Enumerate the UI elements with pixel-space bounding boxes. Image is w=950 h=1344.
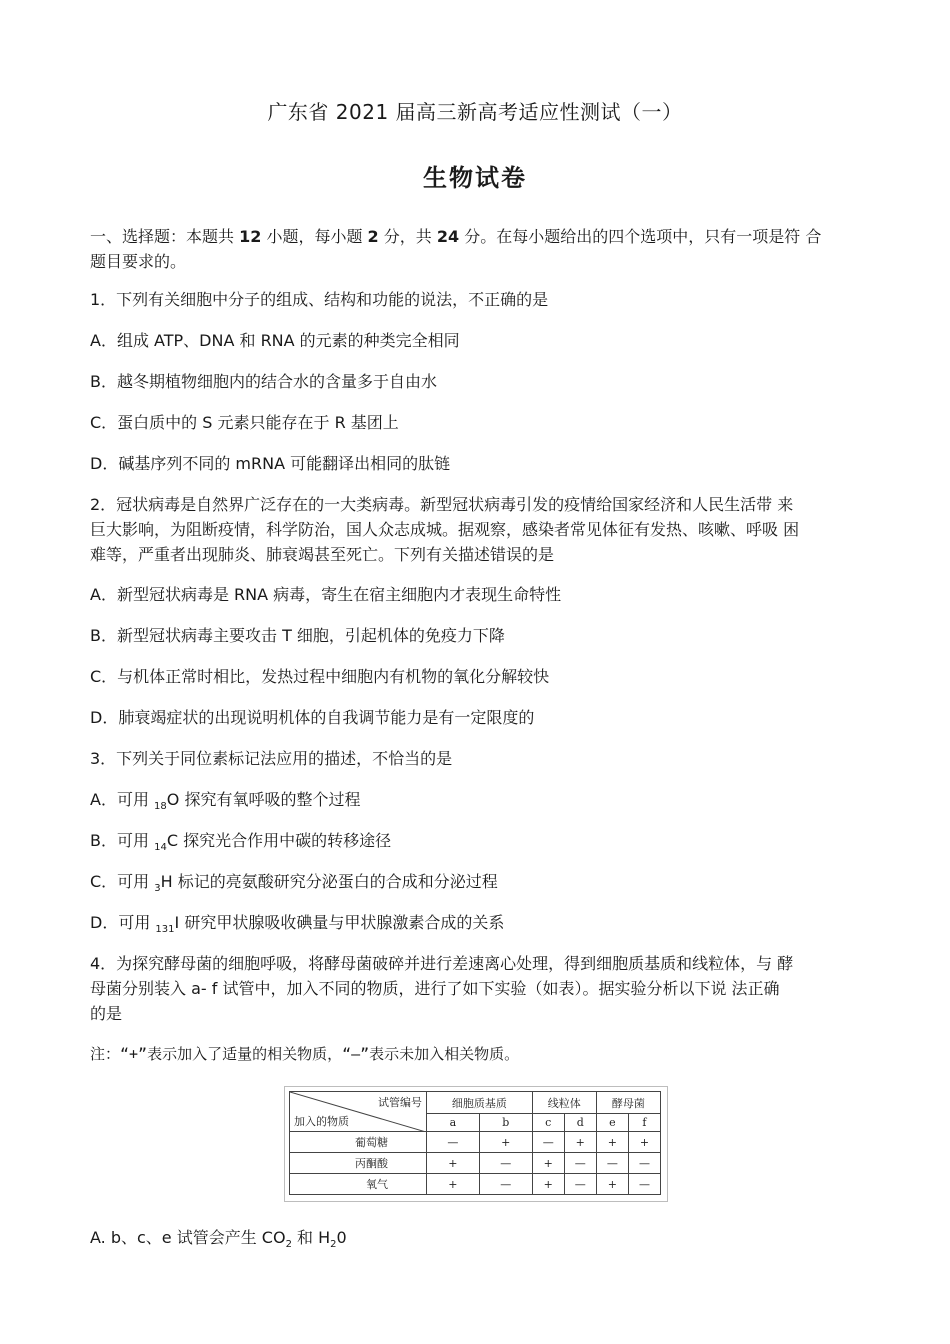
row-label: 氧气 [290,1174,427,1195]
tube-label: d [564,1114,596,1132]
tube-label: c [532,1114,564,1132]
intro-text: 小题，每小题 [261,227,368,246]
q3-stem: 3．下列关于同位素标记法应用的描述，不恰当的是 [90,749,453,768]
q1-option-d: D．碱基序列不同的 mRNA 可能翻译出相同的肽链 [90,454,451,473]
q1-stem: 1．下列有关细胞中分子的组成、结构和功能的说法，不正确的是 [90,290,549,309]
option-text: A. b、c、e 试管会产生 CO [90,1228,286,1247]
q3-option-d [90,911,870,942]
q2-option-a: A．新型冠状病毒是 RNA 病毒，寄生在宿主细胞内才表现生命特性 [90,585,562,604]
option-text: A．可用 [90,790,155,809]
q3-option-a [90,788,870,819]
q4-stem-line1: 4．为探究酵母菌的细胞呼吸，将酵母菌破碎并进行差速离心处理，得到细胞质基质和线粒体，与 酵 [90,954,794,973]
table-cell: — [596,1153,628,1174]
option-text: 0 [336,1228,347,1247]
option-text: 和 H [291,1228,331,1247]
table-cell: — [427,1132,480,1153]
table-row [290,1153,661,1174]
experiment-table-image [284,1086,668,1202]
table-cell: + [532,1174,564,1195]
row-label: 丙酮酸 [290,1153,427,1174]
option-text: C 探究光合作用中碳的转移途径 [166,831,392,850]
option-text: H 标记的亮氨酸研究分泌蛋白的合成和分泌过程 [160,872,498,891]
exam-subject: 生物试卷 [423,164,527,192]
total-points: 24 [436,227,460,246]
option-text: O 探究有氧呼吸的整个过程 [166,790,361,809]
q4-note: 注：“+”表示加入了适量的相关物质，“—”表示未加入相关物质。 [90,1045,520,1063]
isotope-mass: 3 [154,883,161,894]
table-cell: — [479,1174,532,1195]
group-header: 细胞质基质 [427,1092,533,1114]
q2-stem-line1: 2．冠状病毒是自然界广泛存在的一大类病毒。新型冠状病毒引发的疫情给国家经济和人民生活带 来 [90,495,794,514]
section-intro-line2: 题目要求的。 [90,252,187,271]
intro-text: 分，共 [378,227,437,246]
tube-label: b [479,1114,532,1132]
table-cell: + [596,1132,628,1153]
exam-title: 广东省 2021 届高三新高考适应性测试（一） [267,100,683,124]
table-cell: + [427,1153,480,1174]
isotope-mass: 131 [155,924,175,935]
points-each: 2 [367,227,379,246]
group-header: 线粒体 [532,1092,596,1114]
table-cell: — [479,1153,532,1174]
table-cell: + [427,1174,480,1195]
option-text: B．可用 [90,831,155,850]
table-cell: — [628,1174,660,1195]
table-cell: + [628,1132,660,1153]
subscript: 2 [330,1239,337,1250]
q2-option-b: B．新型冠状病毒主要攻击 T 细胞，引起机体的免疫力下降 [90,626,505,645]
intro-text: 一、选择题：本题共 [90,227,240,246]
row-label: 葡萄糖 [290,1132,427,1153]
group-header: 酵母菌 [596,1092,660,1114]
table-cell: — [532,1132,564,1153]
q1-option-c: C．蛋白质中的 S 元素只能存在于 R 基团上 [90,413,399,432]
corner-top-label: 试管编号 [378,1096,422,1109]
tube-label: a [427,1114,480,1132]
q2-option-c: C．与机体正常时相比，发热过程中细胞内有机物的氧化分解较快 [90,667,550,686]
table-row [290,1174,661,1195]
table-cell: + [564,1132,596,1153]
q3-option-c [90,870,870,901]
tube-label: e [596,1114,628,1132]
q4-stem-line2: 母菌分别装入 a- f 试管中，加入不同的物质，进行了如下实验（如表）。据实验分析以下说 法正确 [90,979,780,998]
option-text: C．可用 [90,872,155,891]
q3-option-b [90,829,870,860]
table-cell: + [479,1132,532,1153]
isotope-mass: 14 [154,842,167,853]
table-cell: — [564,1153,596,1174]
tube-label: f [628,1114,660,1132]
q4-stem-line3: 的是 [90,1004,123,1023]
q2-stem-line3: 难等，严重者出现肺炎、肺衰竭甚至死亡。下列有关描述错误的是 [90,545,555,564]
q2-option-d: D．肺衰竭症状的出现说明机体的自我调节能力是有一定限度的 [90,708,535,727]
subscript: 2 [285,1239,292,1250]
isotope-mass: 18 [154,801,167,812]
section-intro-line1 [90,225,870,249]
table-corner-cell [290,1092,427,1132]
table-cell: — [564,1174,596,1195]
q4-option-a [90,1226,870,1257]
question-count: 12 [239,227,262,246]
option-text: I 研究甲状腺吸收碘量与甲状腺激素合成的关系 [174,913,505,932]
intro-text: 分。在每小题给出的四个选项中，只有一项是符 合 [459,227,822,246]
experiment-table [289,1091,661,1195]
q1-option-b: B．越冬期植物细胞内的结合水的含量多于自由水 [90,372,437,391]
table-row [290,1132,661,1153]
table-cell: + [596,1174,628,1195]
q2-stem-line2: 巨大影响，为阻断疫情，科学防治，国人众志成城。据观察，感染者常见体征有发热、咳嗽、呼吸 困 [90,520,800,539]
table-cell: + [532,1153,564,1174]
table-cell: — [628,1153,660,1174]
option-text: D．可用 [90,913,156,932]
q1-option-a: A．组成 ATP、DNA 和 RNA 的元素的种类完全相同 [90,331,460,350]
corner-bottom-label: 加入的物质 [294,1115,349,1128]
